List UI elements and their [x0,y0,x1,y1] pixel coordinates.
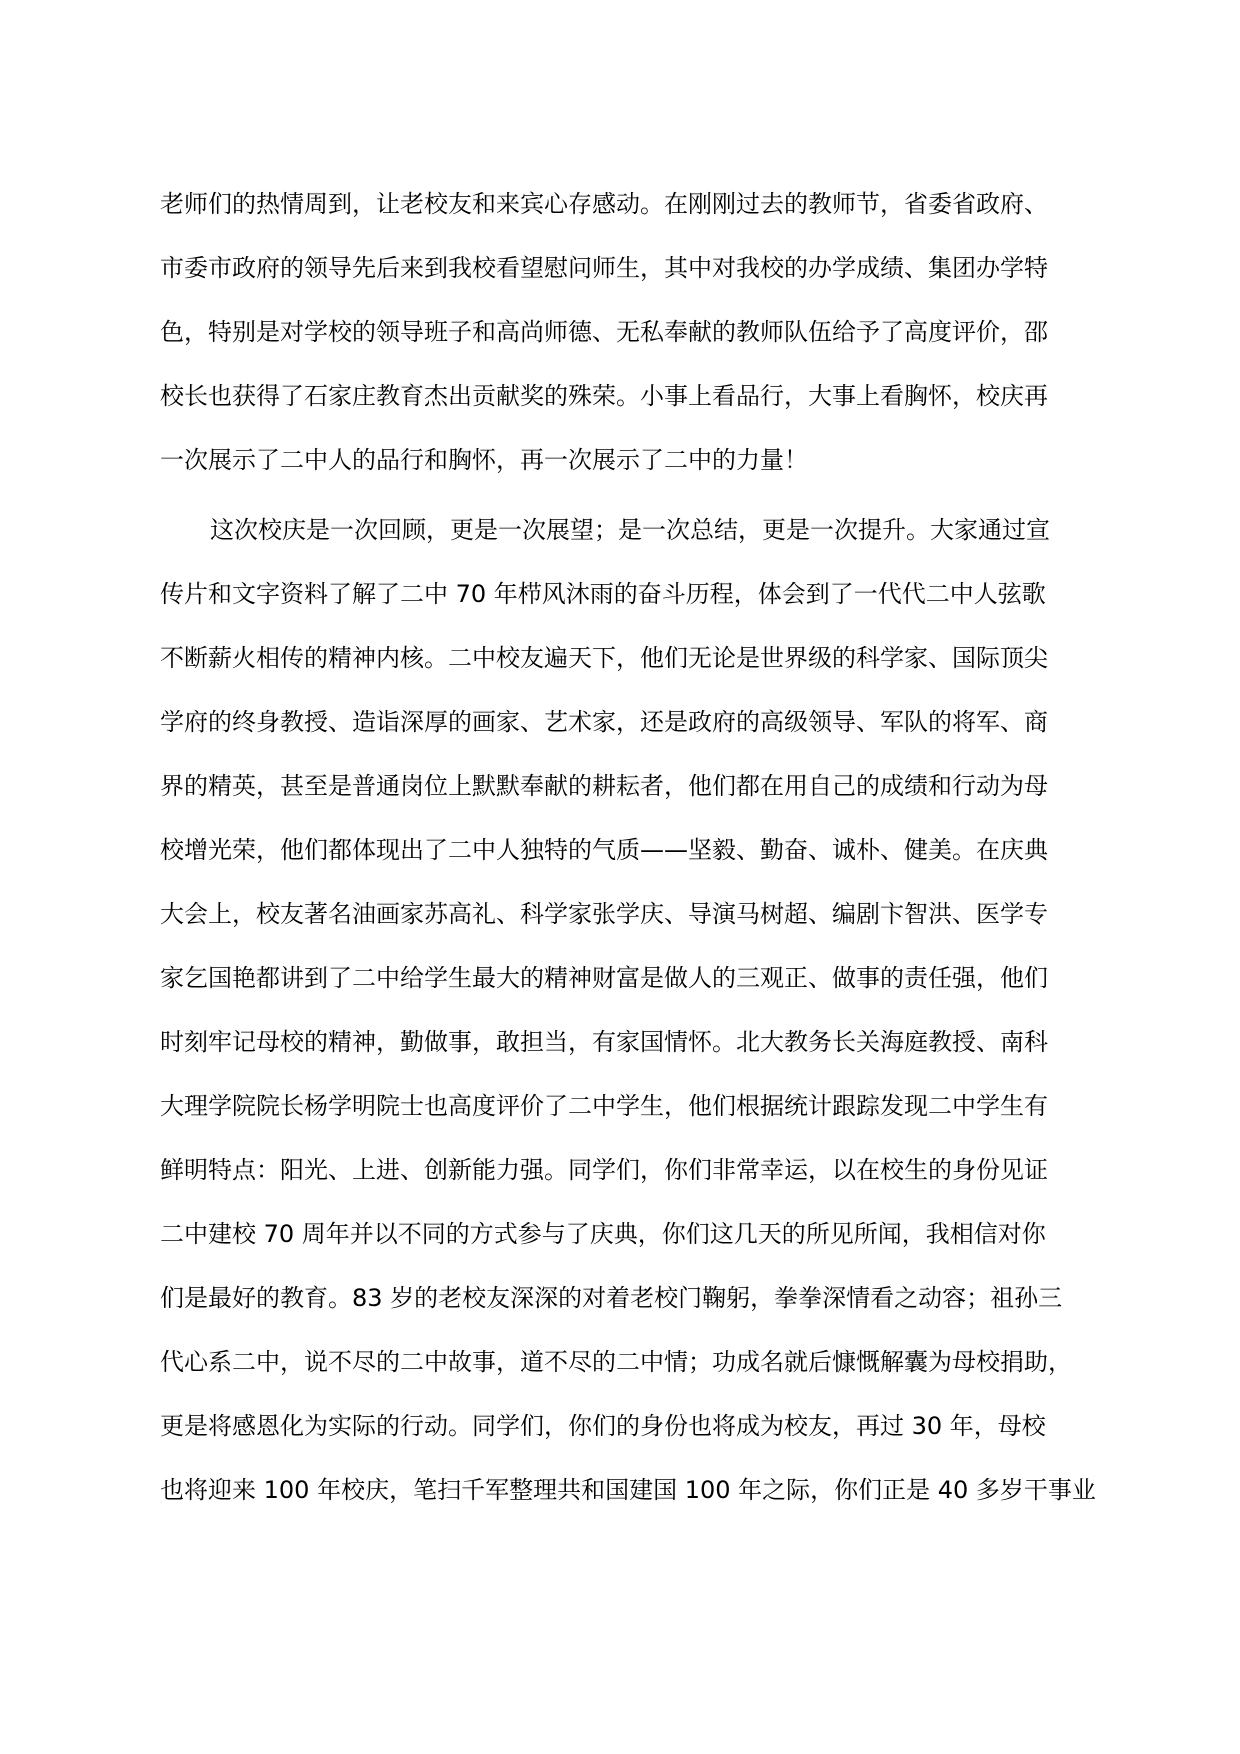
text-line: 代心系二中，说不尽的二中故事，道不尽的二中情；功成名就后慷慨解囊为母校捐助， [160,1348,1072,1376]
text-line: 时刻牢记母校的精神，勤做事，敢担当，有家国情怀。北大教务长关海庭教授、南科 [160,1028,1048,1056]
text-line: 大理学院院长杨学明院士也高度评价了二中学生，他们根据统计跟踪发现二中学生有 [160,1092,1048,1120]
text-line: 传片和文字资料了解了二中 70 年栉风沐雨的奋斗历程，体会到了一代代二中人弦歌 [160,580,1046,608]
text-line: 家乞国艳都讲到了二中给学生最大的精神财富是做人的三观正、做事的责任强，他们 [160,964,1048,992]
text-line-indented: 这次校庆是一次回顾，更是一次展望；是一次总结，更是一次提升。大家通过宣 [210,516,1050,544]
text-line: 也将迎来 100 年校庆，笔扫千军整理共和国建国 100 年之际，你们正是 40 多岁干事业 [160,1476,1096,1504]
text-line: 一次展示了二中人的品行和胸怀，再一次展示了二中的力量！ [160,446,808,474]
text-line: 老师们的热情周到，让老校友和来宾心存感动。在刚刚过去的教师节，省委省政府、 [160,190,1048,218]
text-line: 界的精英，甚至是普通岗位上默默奉献的耕耘者，他们都在用自己的成绩和行动为母 [160,772,1048,800]
text-line: 不断薪火相传的精神内核。二中校友遍天下，他们无论是世界级的科学家、国际顶尖 [160,644,1048,672]
text-line: 市委市政府的领导先后来到我校看望慰问师生，其中对我校的办学成绩、集团办学特 [160,254,1048,282]
text-line: 色，特别是对学校的领导班子和高尚师德、无私奉献的教师队伍给予了高度评价，邵 [160,318,1048,346]
text-line: 二中建校 70 周年并以不同的方式参与了庆典，你们这几天的所见所闻，我相信对你 [160,1220,1046,1248]
paragraph-2 [160,498,1100,1522]
text-line: 大会上，校友著名油画家苏高礼、科学家张学庆、导演马树超、编剧卞智洪、医学专 [160,900,1048,928]
text-line: 校长也获得了石家庄教育杰出贡献奖的殊荣。小事上看品行，大事上看胸怀，校庆再 [160,382,1048,410]
text-line: 们是最好的教育。83 岁的老校友深深的对着老校门鞠躬，拳拳深情看之动容；祖孙三 [160,1284,1063,1312]
text-line: 学府的终身教授、造诣深厚的画家、艺术家，还是政府的高级领导、军队的将军、商 [160,708,1048,736]
paragraph-1 [160,172,1100,492]
text-line: 校增光荣，他们都体现出了二中人独特的气质——坚毅、勤奋、诚朴、健美。在庆典 [160,836,1048,864]
text-line: 鲜明特点：阳光、上进、创新能力强。同学们，你们非常幸运，以在校生的身份见证 [160,1156,1048,1184]
text-line: 更是将感恩化为实际的行动。同学们，你们的身份也将成为校友，再过 30 年，母校 [160,1412,1046,1440]
